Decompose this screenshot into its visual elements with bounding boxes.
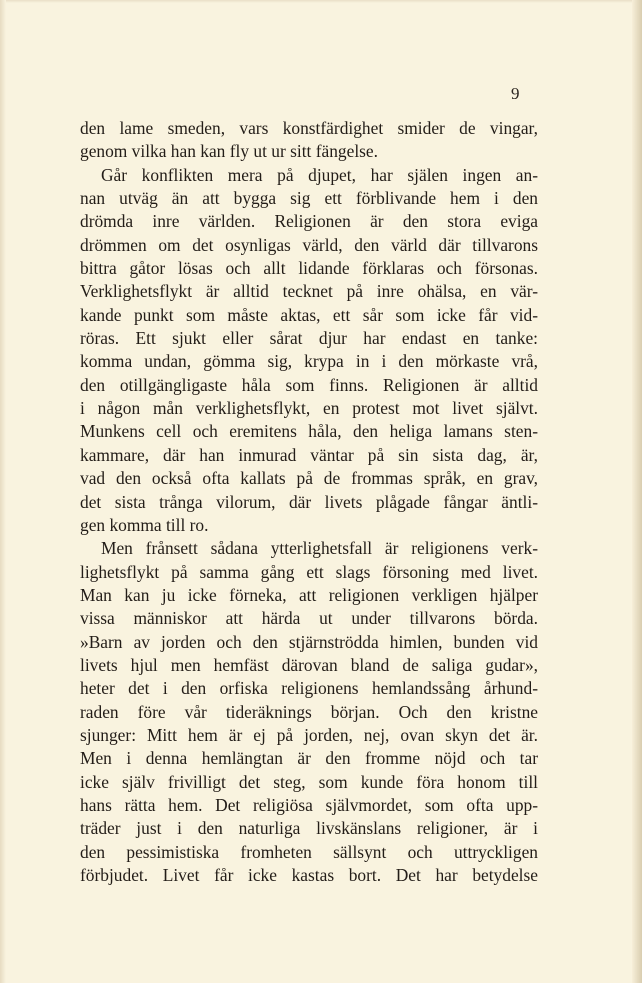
text-line: Munkens cell och eremitens håla, den heliga lamans sten- xyxy=(80,421,538,442)
page-edge-right xyxy=(632,0,642,983)
text-line: lighetsflykt på samma gång ett slags försoning med livet. xyxy=(80,561,538,582)
text-line: Man kan ju icke förneka, att religionen verkligen hjälper xyxy=(80,584,538,605)
text-line: den lame smeden, vars konstfärdighet smider de vingar, xyxy=(80,118,538,138)
text-line: raden före vår tideräknings början. Och den kristne xyxy=(80,701,538,722)
text-line: vad den också ofta kallats på de frommas språk, en grav, xyxy=(80,468,538,489)
text-line: Verklighetsflykt är alltid tecknet på inre ohälsa, en vär- xyxy=(80,281,538,302)
text-line: den pessimistiska fromheten sällsynt och uttryckligen xyxy=(80,841,538,862)
text-line: träder just i den naturliga livskänslans religioner, är i xyxy=(80,818,538,839)
text-line: genom vilka han kan fly ut ur sitt fängelse. xyxy=(80,141,378,162)
text-line: sjunger: Mitt hem är ej på jorden, nej, ovan skyn det är. xyxy=(80,724,538,745)
text-line: livets hjul men hemfäst därovan bland de saliga gudar», xyxy=(80,654,538,675)
text-line: Men i denna hemlängtan är den fromme nöjd och tar xyxy=(80,748,538,769)
text-line: »Barn av jorden och den stjärnströdda himlen, bunden vid xyxy=(80,631,538,652)
text-line: förbjudet. Livet får icke kastas bort. Det har betydelse xyxy=(80,865,538,885)
page-edge-top xyxy=(0,0,642,3)
text-line: icke själv frivilligt det steg, som kunde föra honom till xyxy=(80,771,538,792)
text-line: hans rätta hem. Det religiösa självmordet, som ofta upp- xyxy=(80,794,538,815)
text-line: gen komma till ro. xyxy=(80,514,209,535)
text-line: kammare, där han inmurad väntar på sin sista dag, är, xyxy=(80,444,538,465)
text-line: nan utväg än att bygga sig ett förblivande hem i den xyxy=(80,188,538,209)
text-line: Men frånsett sådana ytterlighetsfall är religionens verk- xyxy=(101,538,538,559)
page-edge-left xyxy=(0,0,6,983)
text-line: i någon mån verklighetsflykt, en protest mot livet självt. xyxy=(80,398,538,419)
text-line: komma undan, gömma sig, krypa in i den mörkaste vrå, xyxy=(80,351,538,372)
text-line: den otillgängligaste håla som finns. Religionen är alltid xyxy=(80,374,538,395)
text-line: vissa människor att härda ut under tillvarons börda. xyxy=(80,608,538,629)
text-line: bittra gåtor lösas och allt lidande förklaras och försonas. xyxy=(80,258,538,279)
text-line: Går konflikten mera på djupet, har själen ingen an- xyxy=(101,164,538,185)
text-line: det sista trånga vilorum, där livets plågade fångar äntli- xyxy=(80,491,538,512)
page-number: 9 xyxy=(511,84,520,103)
text-line: heter det i den orfiska religionens hemlandssång århund- xyxy=(80,678,538,699)
text-line: röras. Ett sjukt eller sårat djur har endast en tanke: xyxy=(80,328,538,349)
text-line: kande punkt som måste aktas, ett sår som icke får vid- xyxy=(80,304,538,325)
body-text xyxy=(80,117,538,887)
text-line: drömda inre världen. Religionen är den stora eviga xyxy=(80,211,538,232)
text-line: drömmen om det osynligas värld, den värld där tillvarons xyxy=(80,234,538,255)
